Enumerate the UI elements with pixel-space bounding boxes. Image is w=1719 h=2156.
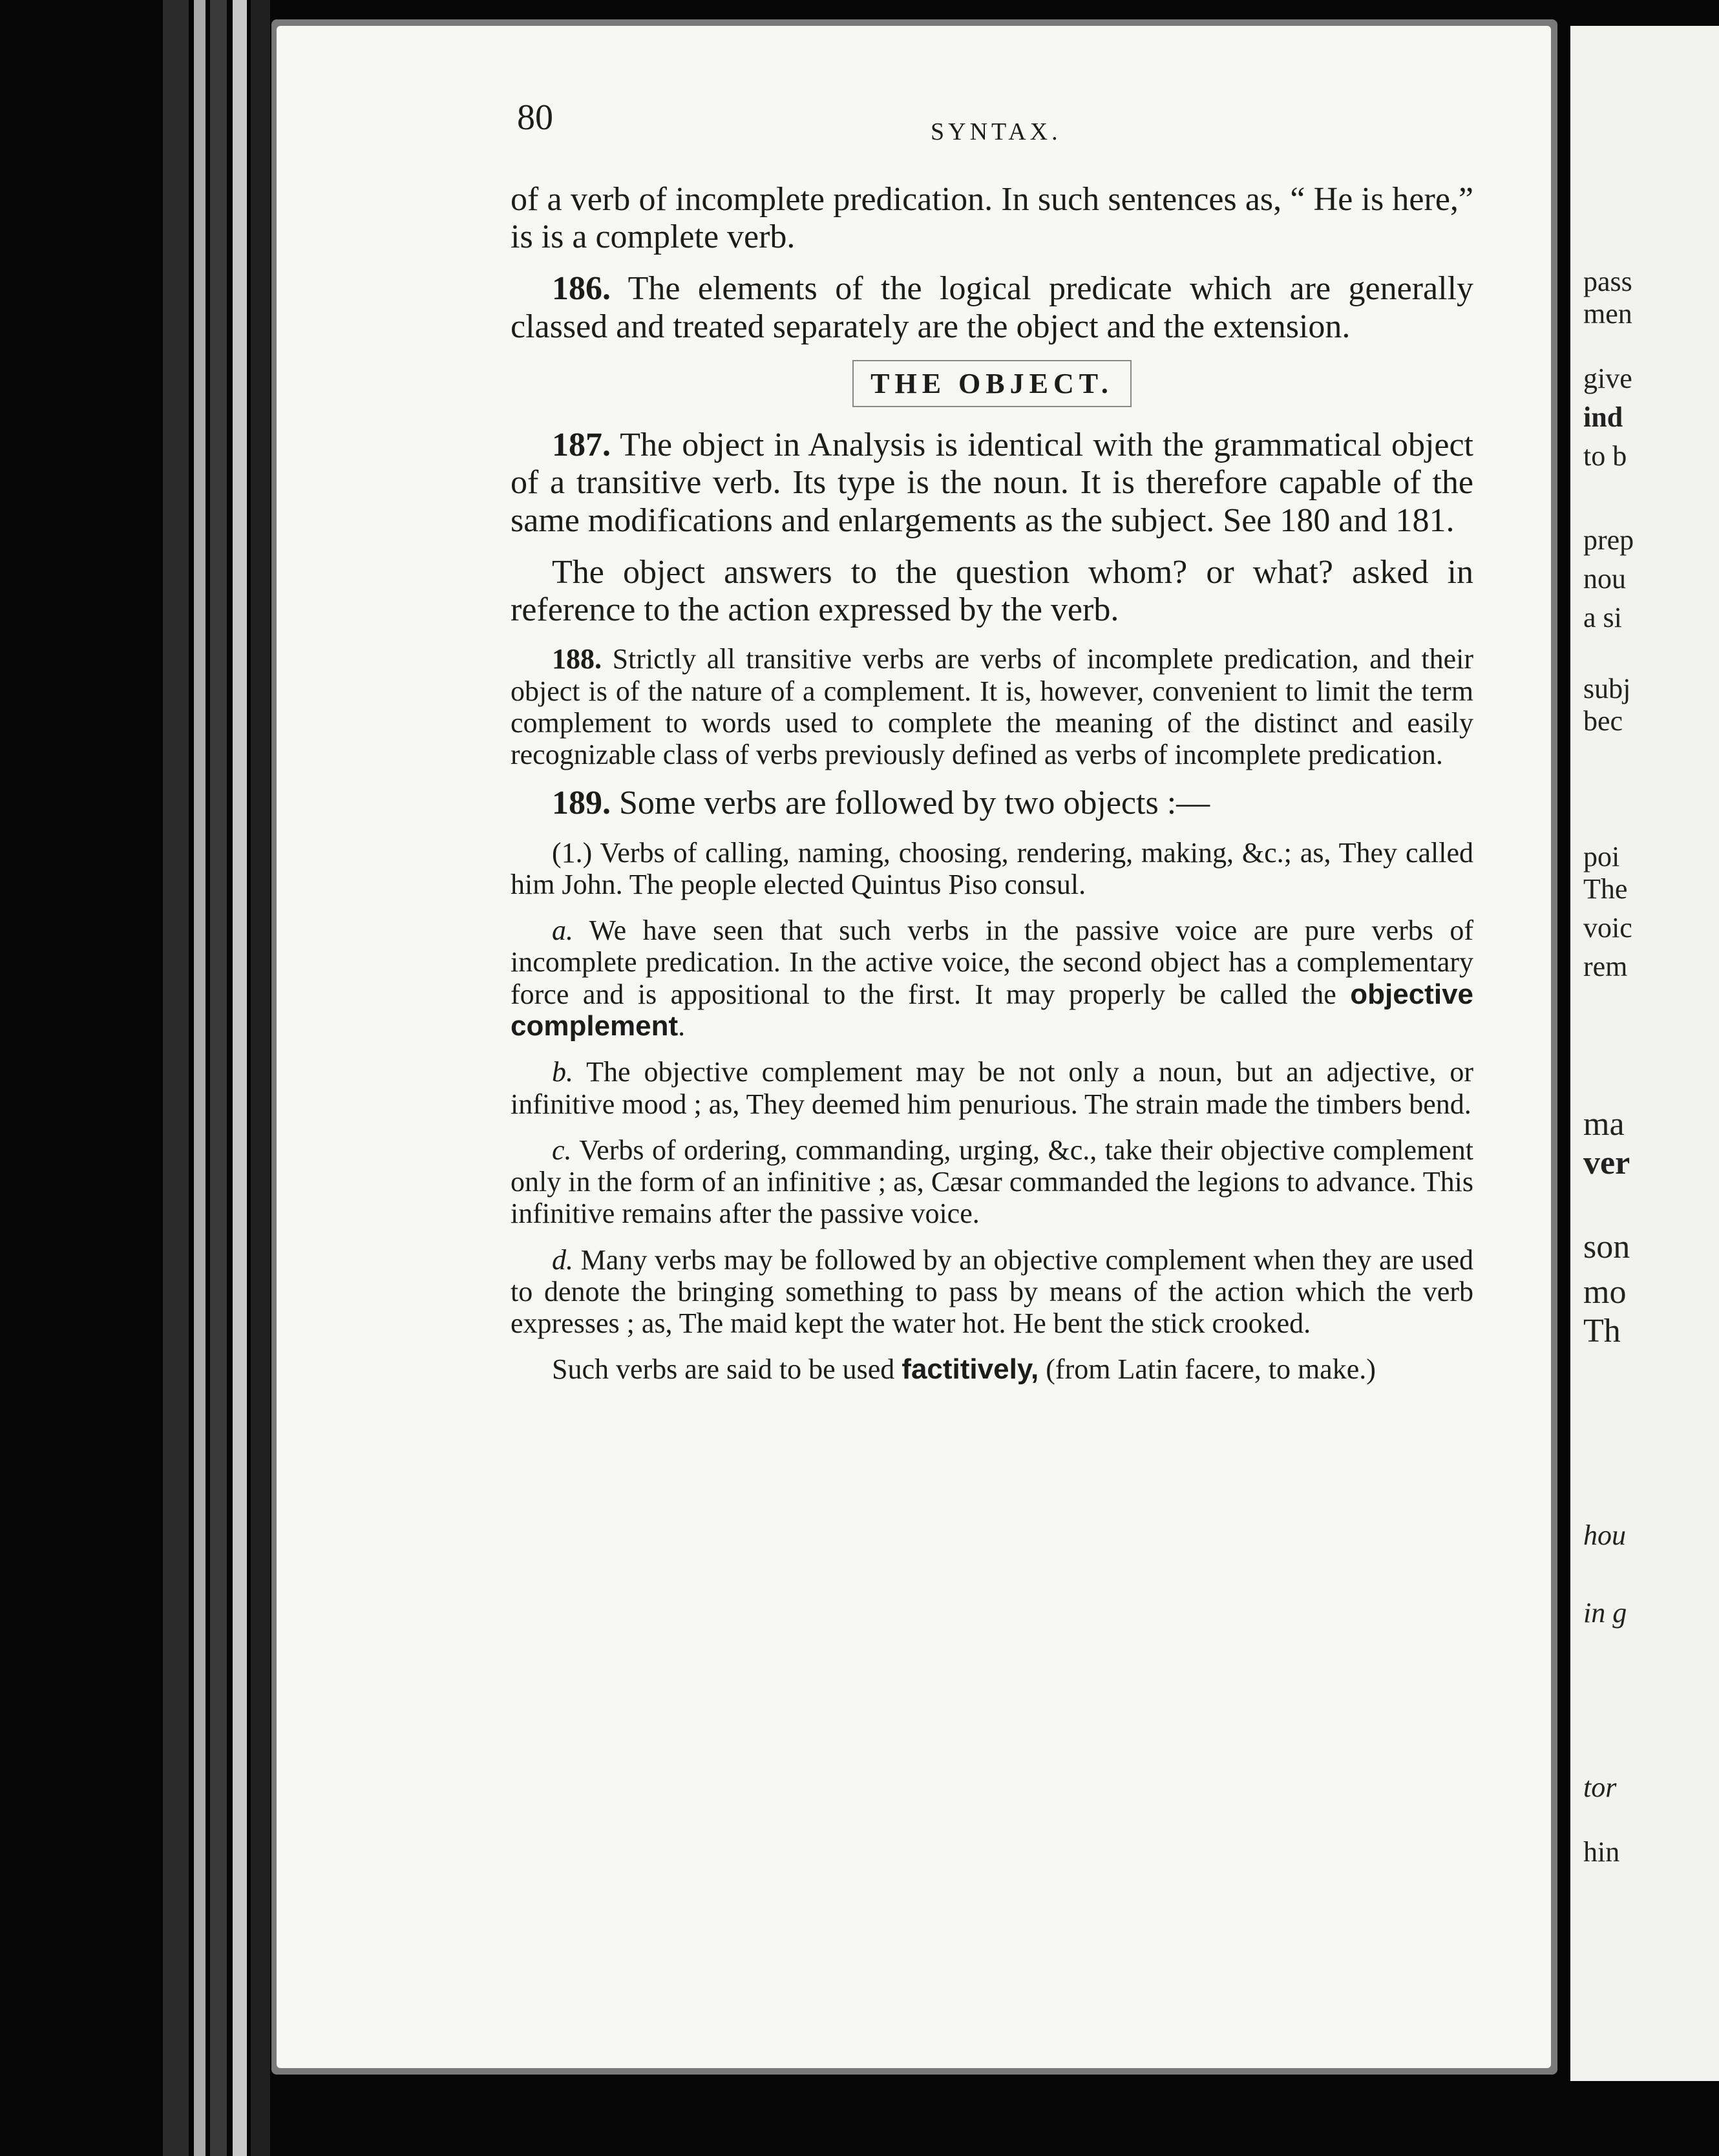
section-number: 186. bbox=[552, 270, 611, 308]
item-letter: b. bbox=[552, 1056, 573, 1088]
fragment: subj bbox=[1583, 673, 1631, 704]
paragraph-187 bbox=[511, 427, 1473, 540]
paragraph-187-note: The object answers to the question whom? or what? asked in reference to the action expressed by the verb. bbox=[511, 553, 1473, 629]
paragraph-text: We have seen that such verbs in the passive voice are pure verbs of incomplete predication. In the active voice, the second object has a complementary force and is appositional to the first. It may properly be called the bbox=[511, 914, 1473, 1010]
paragraph-189-b bbox=[511, 1056, 1473, 1120]
fragment: mo bbox=[1583, 1274, 1627, 1311]
fragment: hin bbox=[1583, 1836, 1620, 1868]
fragment: The bbox=[1583, 873, 1628, 905]
paragraph-188 bbox=[511, 643, 1473, 770]
item-letter: a. bbox=[552, 914, 573, 947]
paragraph-189-c bbox=[511, 1134, 1473, 1230]
paragraph-factitive bbox=[511, 1353, 1473, 1385]
paragraph-text: (from Latin facere, to make.) bbox=[1046, 1353, 1376, 1386]
paragraph-text: Strictly all transitive verbs are verbs of incomplete predication, and their object is of the nature of a complement. It is, however, convenient to limit the term complement to words used to complete the meaning of the distinct and easily recognizable class of verbs previously defined as verbs of incomplete predication. bbox=[511, 643, 1474, 771]
fragment: bec bbox=[1583, 705, 1623, 737]
item-letter: c. bbox=[552, 1134, 572, 1166]
fragment: tor bbox=[1583, 1771, 1617, 1803]
running-head: SYNTAX. bbox=[931, 118, 1062, 145]
paragraph-189-a bbox=[511, 914, 1473, 1042]
section-number: 189. bbox=[552, 785, 611, 822]
paragraph-189 bbox=[511, 785, 1473, 822]
fragment: give bbox=[1583, 363, 1632, 394]
section-number: 187. bbox=[552, 427, 611, 464]
paragraph-189-1: (1.) Verbs of calling, naming, choosing, rendering, making, &c.; as, They called him John. The people elected Quintus Piso consul. bbox=[511, 836, 1473, 900]
paragraph-text: Verbs of ordering, commanding, urging, &c., take their objective complement only in the form of an infinitive ; as, Cæsar commanded the legions to advance. This infinitive remains after the passive voice. bbox=[511, 1134, 1473, 1230]
page-header bbox=[517, 97, 1473, 149]
paragraph-text: The elements of the logical predicate which are generally classed and treated separately are the object and the extension. bbox=[511, 270, 1474, 345]
paragraph-189-d bbox=[511, 1244, 1473, 1340]
section-heading-text: THE OBJECT. bbox=[852, 360, 1132, 407]
fragment: a si bbox=[1583, 602, 1622, 633]
fragment: prep bbox=[1583, 524, 1634, 556]
paragraph-continuation: of a verb of incomplete predication. In such sentences as, “ He is here,” is is a complete verb. bbox=[511, 181, 1473, 256]
fragment: ver bbox=[1583, 1145, 1630, 1181]
paragraph-text: The objective complement may be not only a noun, but an adjective, or infinitive mood ; as, They deemed him penurious. The strain made the timbers bend. bbox=[511, 1056, 1473, 1120]
term-factitively: factitively, bbox=[902, 1353, 1039, 1386]
item-letter: d. bbox=[552, 1243, 573, 1276]
term-objective-complement: objective complement bbox=[511, 978, 1474, 1042]
paragraph-text: Such verbs are said to be used bbox=[552, 1353, 895, 1386]
fragment: in g bbox=[1583, 1597, 1627, 1629]
fragment: voic bbox=[1583, 912, 1632, 944]
fragment: hou bbox=[1583, 1519, 1626, 1551]
fragment: Th bbox=[1583, 1313, 1621, 1349]
page-number: 80 bbox=[517, 98, 553, 138]
fragment: men bbox=[1583, 298, 1632, 330]
fragment: ind bbox=[1583, 401, 1623, 433]
fragment: ma bbox=[1583, 1106, 1625, 1143]
fragment: to b bbox=[1583, 440, 1627, 472]
section-number: 188. bbox=[552, 643, 602, 675]
paragraph-text: Many verbs may be followed by an objective complement when they are used to denote the bringing something to pass by means of the action which the verb expresses ; as, The maid kept the water hot. He bent the stick crooked. bbox=[511, 1243, 1473, 1340]
fragment: pass bbox=[1583, 266, 1632, 297]
section-heading bbox=[511, 360, 1473, 407]
facing-page-fragment bbox=[1570, 26, 1719, 2081]
fragment: rem bbox=[1583, 951, 1628, 982]
paragraph-text: Some verbs are followed by two objects :— bbox=[619, 785, 1210, 822]
period: . bbox=[678, 1010, 686, 1042]
paragraph-186 bbox=[511, 270, 1473, 345]
fragment: nou bbox=[1583, 563, 1626, 595]
fragment: poi bbox=[1583, 841, 1620, 872]
page-body bbox=[511, 181, 1473, 1400]
fragment: son bbox=[1583, 1229, 1630, 1265]
paragraph-text: The object in Analysis is identical with the grammatical object of a transitive verb. Its type is the noun. It is therefore capable of the same modifications and enlargements as the subject. See 180 and 181. bbox=[511, 427, 1474, 539]
